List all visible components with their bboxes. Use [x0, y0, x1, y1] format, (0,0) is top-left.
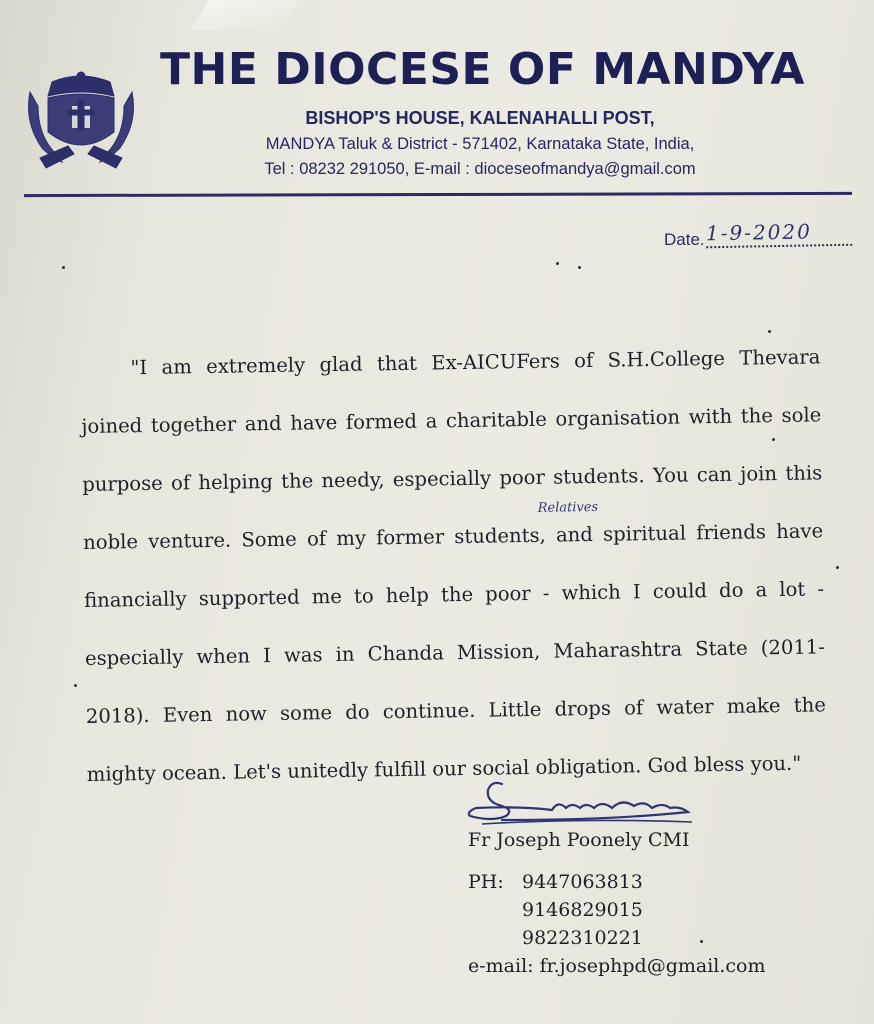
body-line: joined together and have formed a charitable organisation with the sole	[81, 403, 822, 438]
phone-label: PH:	[468, 871, 504, 893]
paper-speck	[768, 330, 771, 333]
phone-number: 9822310221	[522, 927, 643, 949]
letter-body	[80, 328, 827, 804]
signatory-block	[468, 826, 766, 980]
paper-speck	[836, 566, 839, 569]
handwritten-insert: Relatives	[537, 499, 599, 516]
body-line: purpose of helping the needy, especially poor students. You can join this	[82, 461, 823, 496]
address-line-1: BISHOP'S HOUSE, KALENAHALLI POST,	[305, 108, 655, 128]
paper-speck	[578, 266, 581, 269]
signatory-email: e-mail: fr.josephpd@gmail.com	[468, 955, 766, 977]
address-line-2: MANDYA Taluk & District - 571402, Karnataka State, India,	[265, 135, 695, 153]
paper-speck	[700, 940, 703, 943]
paper-speck	[556, 262, 559, 265]
phone-list	[522, 868, 643, 952]
paper-crease	[191, 0, 298, 30]
body-line: financially supported me to help the poor - which I could do a lot -	[83, 577, 825, 612]
body-line: "I am extremely glad that Ex-AICUFers of S.H.College Thevara	[130, 345, 821, 380]
body-line: especially when I was in Chanda Mission, Maharashtra State (2011-	[84, 635, 826, 670]
date-label: Date.	[664, 230, 705, 249]
phone-number: 9447063813	[522, 871, 643, 893]
signature-icon	[462, 776, 702, 832]
paper-speck	[62, 266, 65, 269]
phone-block	[468, 868, 766, 952]
phone-number: 9146829015	[522, 899, 643, 921]
body-line: mighty ocean. Let's unitedly fulfill our social obligation. God bless you."	[86, 751, 802, 786]
paper-speck	[772, 438, 775, 441]
paper-speck	[74, 684, 77, 687]
body-line: noble venture. Some of my former students, and spiritual friends have	[83, 519, 824, 554]
body-line: 2018). Even now some do continue. Little drops of water make the	[85, 693, 827, 728]
diocese-crest-icon	[22, 62, 140, 174]
letterhead-address	[200, 108, 760, 185]
date-value: 1-9-2020	[706, 219, 852, 249]
diocese-title: THE DIOCESE OF MANDYA	[160, 44, 805, 95]
address-line-3: Tel : 08232 291050, E-mail : dioceseofmandya@gmail.com	[264, 160, 696, 178]
letterhead-divider	[24, 192, 852, 197]
signatory-name: Fr Joseph Poonely CMI	[468, 829, 690, 851]
